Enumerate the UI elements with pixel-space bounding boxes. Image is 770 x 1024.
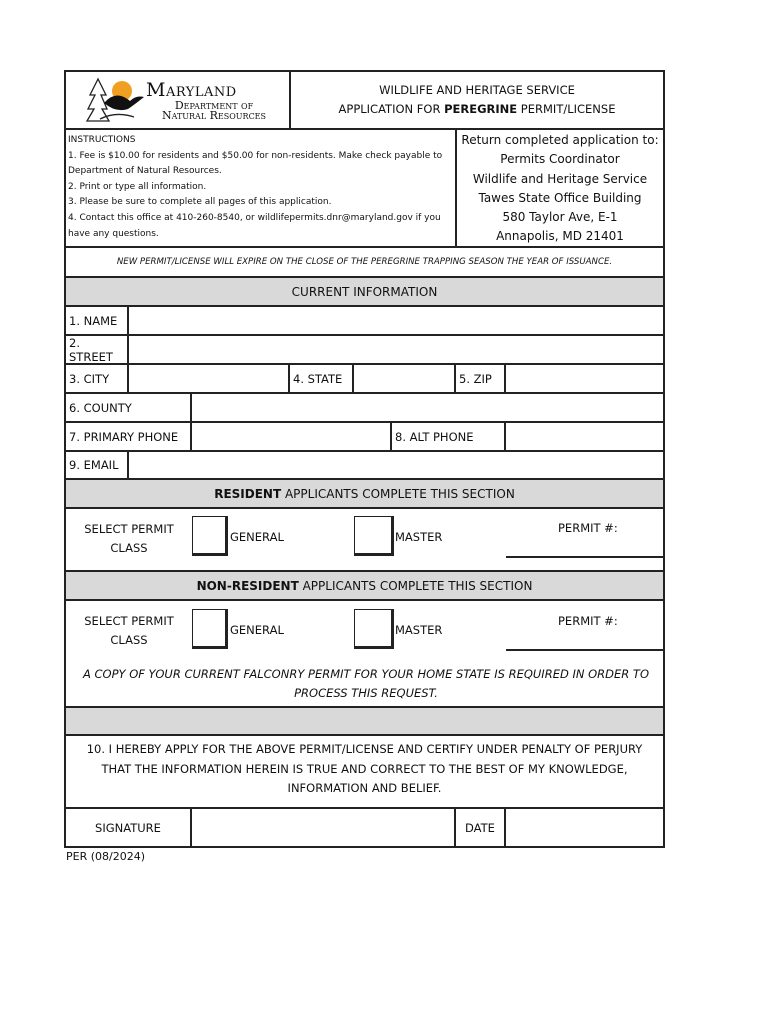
nonresident-general-label: GENERAL (230, 623, 284, 637)
email-field[interactable] (128, 451, 664, 479)
resident-heading-bold: RESIDENT (214, 486, 282, 501)
alt-phone-field[interactable] (505, 422, 664, 451)
alt-phone-label: 8. ALT PHONE (391, 422, 505, 451)
nonresident-select-class-label (66, 612, 192, 650)
nonresident-heading-rest: APPLICANTS COMPLETE THIS SECTION (298, 578, 533, 593)
nonresident-permit-number-field[interactable] (506, 639, 665, 651)
logo-cell (65, 71, 290, 129)
name-label: 1. NAME (65, 306, 128, 335)
application-title (339, 100, 616, 119)
return-address-line: Wildlife and Heritage Service (472, 171, 648, 186)
resident-permit-number-field[interactable] (506, 546, 665, 558)
select-permit-text: SELECT PERMIT (84, 614, 174, 628)
resident-permit-number-label: PERMIT #: (558, 521, 618, 535)
dnr-logo (66, 71, 289, 129)
resident-general-label: GENERAL (230, 530, 284, 544)
primary-phone-label: 7. PRIMARY PHONE (65, 422, 191, 451)
primary-phone-field[interactable] (191, 422, 391, 451)
instruction-2: 2. Print or type all information. (68, 181, 207, 192)
city-field[interactable] (128, 364, 289, 393)
name-field[interactable] (128, 306, 664, 335)
signature-field[interactable] (191, 808, 455, 847)
logo-subtitle-line1: Department of (174, 99, 254, 112)
resident-section (65, 508, 664, 571)
nonresident-general-checkbox[interactable] (192, 609, 228, 649)
service-title: WILDLIFE AND HERITAGE SERVICE (379, 83, 575, 97)
resident-general-checkbox[interactable] (192, 516, 228, 556)
instructions-cell (65, 129, 456, 247)
form-title-cell (290, 71, 664, 129)
county-field[interactable] (191, 393, 664, 422)
title-suffix: PERMIT/LICENSE (517, 102, 616, 116)
return-address-line: 580 Taylor Ave, E-1 (502, 210, 618, 225)
logo-title: Maryland (146, 79, 237, 101)
spacer-row (65, 707, 664, 735)
dnr-logo-icon (86, 75, 146, 125)
street-label: 2. STREET (65, 335, 128, 364)
state-field[interactable] (353, 364, 455, 393)
current-info-heading: CURRENT INFORMATION (65, 277, 664, 306)
street-field[interactable] (128, 335, 664, 364)
form-code: PER (08/2024) (66, 850, 146, 863)
instruction-1: 1. Fee is $10.00 for residents and $50.00 for non-residents. Make check payable to Department of Natural Resources. (68, 150, 443, 177)
instructions-heading: INSTRUCTIONS (68, 135, 136, 145)
resident-master-label: MASTER (395, 530, 443, 544)
email-label: 9. EMAIL (65, 451, 128, 479)
permit-application-form (64, 70, 665, 848)
resident-heading (65, 479, 664, 508)
class-text: CLASS (110, 633, 148, 647)
zip-field[interactable] (505, 364, 664, 393)
title-prefix: APPLICATION FOR (338, 102, 445, 116)
expiration-notice: NEW PERMIT/LICENSE WILL EXPIRE ON THE CLOSE OF THE PEREGRINE TRAPPING SEASON THE YEAR OF ISSUANCE. (65, 247, 664, 277)
return-address-line: Permits Coordinator (500, 152, 620, 167)
signature-label: SIGNATURE (65, 808, 191, 847)
instruction-3: 3. Please be sure to complete all pages of this application. (68, 197, 332, 208)
state-label: 4. STATE (289, 364, 353, 393)
instruction-4: 4. Contact this office at 410-260-8540, or wildlifepermits.dnr@maryland.gov if you have any questions. (68, 212, 441, 239)
zip-label: 5. ZIP (455, 364, 505, 393)
return-address-line: Return completed application to: (461, 133, 659, 147)
nonresident-heading (65, 571, 664, 600)
return-address-cell (456, 129, 664, 247)
title-bold: PEREGRINE (444, 102, 518, 116)
county-label: 6. COUNTY (65, 393, 191, 422)
logo-subtitle (158, 101, 270, 121)
select-permit-text: SELECT PERMIT (84, 522, 174, 536)
city-label: 3. CITY (65, 364, 128, 393)
falconry-permit-copy-note: A COPY OF YOUR CURRENT FALCONRY PERMIT FOR YOUR HOME STATE IS REQUIRED IN ORDER TO PROCESS THIS REQUEST. (82, 667, 649, 700)
class-text: CLASS (110, 541, 148, 555)
resident-select-class-label (66, 520, 192, 558)
date-label: DATE (455, 808, 505, 847)
nonresident-section (65, 600, 664, 707)
nonresident-master-checkbox[interactable] (354, 609, 394, 649)
return-address-line: Annapolis, MD 21401 (496, 229, 624, 244)
certification-statement: 10. I HEREBY APPLY FOR THE ABOVE PERMIT/LICENSE AND CERTIFY UNDER PENALTY OF PERJURY THAT THE INFORMATION HEREIN IS TRUE AND CORRECT TO THE BEST OF MY KNOWLEDGE, INFORMATION AND BELIEF. (65, 735, 664, 808)
resident-master-checkbox[interactable] (354, 516, 394, 556)
nonresident-master-label: MASTER (395, 623, 443, 637)
logo-subtitle-line2: Natural Resources (161, 109, 267, 122)
resident-heading-rest: APPLICANTS COMPLETE THIS SECTION (281, 486, 515, 501)
nonresident-permit-number-label: PERMIT #: (558, 614, 618, 628)
date-field[interactable] (505, 808, 664, 847)
nonresident-heading-bold: NON-RESIDENT (196, 578, 299, 593)
return-address-line: Tawes State Office Building (478, 190, 642, 205)
